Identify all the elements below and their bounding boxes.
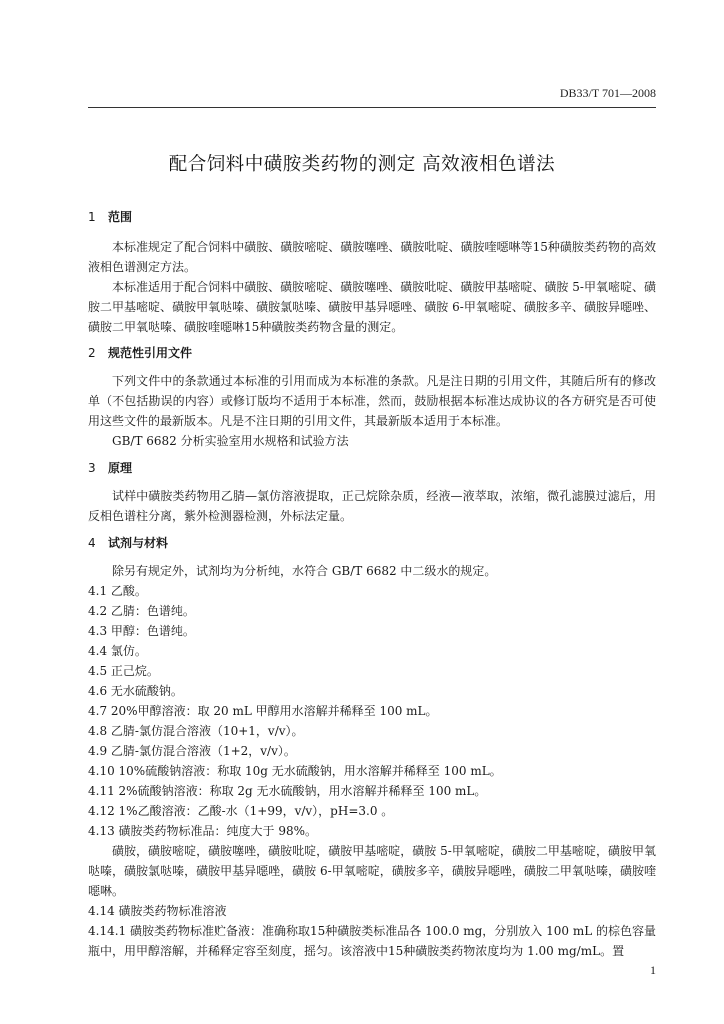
section-heading: 1 范围 <box>88 210 133 224</box>
standards-list: 磺胺，磺胺嘧啶，磺胺噻唑，磺胺吡啶，磺胺甲基嘧啶，磺胺 5-甲氧嘧啶，磺胺二甲基嘧啶，磺胺甲氧哒嗪，磺胺氯哒嗪，磺胺甲基异噁唑，磺胺 6-甲氧嘧啶，磺胺多辛，磺胺异噁唑，磺胺二甲氧哒嗪，磺胺喹噁啉。 <box>88 844 656 898</box>
list-item: 4.5 正己烷。 <box>88 664 159 678</box>
list-item: 4.1 乙酸。 <box>88 584 147 598</box>
list-item: 4.14.1 磺胺类药物标准贮备液：准确称取15种磺胺类标准品各 100.0 mg，分别放入 100 mL 的棕色容量瓶中，用甲醇溶解，并稀释定容至刻度，摇匀。该溶液中15种磺胺类药物浓度均为 1.00 mg/mL。置 <box>88 924 656 958</box>
section-heading: 3 原理 <box>88 461 133 475</box>
list-item: 4.10 10%硫酸钠溶液：称取 10g 无水硫酸钠，用水溶解并稀释至 100 mL。 <box>88 764 502 778</box>
list-item: 4.8 乙腈-氯仿混合溶液（10+1，v/v）。 <box>88 724 304 738</box>
list-item: 4.9 乙腈-氯仿混合溶液（1+2，v/v）。 <box>88 744 296 758</box>
references-paragraph: 下列文件中的条款通过本标准的引用而成为本标准的条款。凡是注日期的引用文件，其随后所有的修改单（不包括勘误的内容）或修订版均不适用于本标准，然而，鼓励根据本标准达成协议的各方研究是否可使用这些文件的最新版本。凡是不注日期的引用文件，其最新版本适用于本标准。 <box>88 374 656 428</box>
principle-paragraph: 试样中磺胺类药物用乙腈—氯仿溶液提取，正己烷除杂质，经液—液萃取，浓缩，微孔滤膜过滤后，用反相色谱柱分离，紫外检测器检测，外标法定量。 <box>88 489 656 523</box>
section-principle <box>88 459 656 477</box>
list-item: 4.2 乙腈：色谱纯。 <box>88 604 195 618</box>
section-references <box>88 344 656 362</box>
header-rule <box>88 107 656 108</box>
page-number: 1 <box>650 963 656 977</box>
list-item: 4.12 1%乙酸溶液：乙酸-水（1+99，v/v），pH=3.0 。 <box>88 804 394 818</box>
section-scope <box>88 208 656 226</box>
list-item: 4.4 氯仿。 <box>88 644 147 658</box>
section-reagents <box>88 534 656 552</box>
list-item: 4.7 20%甲醇溶液：取 20 mL 甲醇用水溶解并稀释至 100 mL。 <box>88 704 438 718</box>
section-heading: 4 试剂与材料 <box>88 536 169 550</box>
list-item: 4.6 无水硫酸钠。 <box>88 684 183 698</box>
scope-paragraph-1: 本标准规定了配合饲料中磺胺、磺胺嘧啶、磺胺噻唑、磺胺吡啶、磺胺喹噁啉等15种磺胺类药物的高效液相色谱测定方法。 <box>88 240 656 274</box>
reagents-intro: 除另有规定外，试剂均为分析纯，水符合 GB/T 6682 中二级水的规定。 <box>112 564 497 578</box>
scope-paragraph-2: 本标准适用于配合饲料中磺胺、磺胺嘧啶、磺胺噻唑、磺胺吡啶、磺胺甲基嘧啶、磺胺 5-甲氧嘧啶、磺胺二甲基嘧啶、磺胺甲氧哒嗪、磺胺氯哒嗪、磺胺甲基异噁唑、磺胺 6-甲氧嘧啶、磺胺多辛、磺胺异噁唑、磺胺二甲氧哒嗪、磺胺喹噁啉15种磺胺类药物含量的测定。 <box>88 280 656 334</box>
list-item: 4.3 甲醇：色谱纯。 <box>88 624 195 638</box>
section-heading: 2 规范性引用文件 <box>88 346 193 360</box>
list-item: 4.14 磺胺类药物标准溶液 <box>88 904 227 918</box>
reagents-content <box>88 561 656 961</box>
document-code: DB33/T 701—2008 <box>559 86 656 100</box>
reference-gbt6682: GB/T 6682 分析实验室用水规格和试验方法 <box>112 434 349 448</box>
list-item: 4.13 磺胺类药物标准品：纯度大于 98%。 <box>88 824 318 838</box>
document-title: 配合饲料中磺胺类药物的测定 高效液相色谱法 <box>168 154 556 175</box>
list-item: 4.11 2%硫酸钠溶液：称取 2g 无水硫酸钠，用水溶解并稀释至 100 mL。 <box>88 784 487 798</box>
